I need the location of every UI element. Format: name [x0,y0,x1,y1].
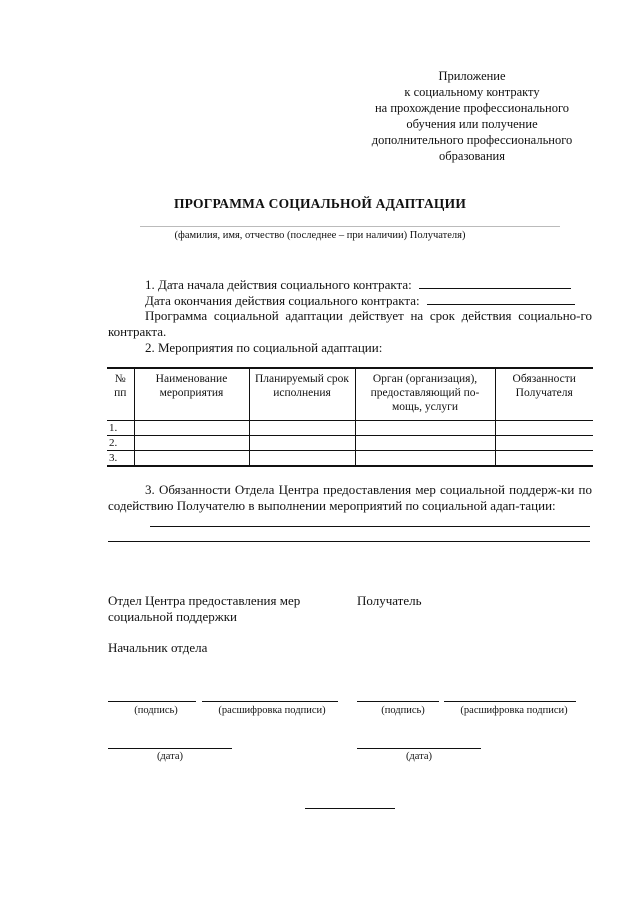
contract-end-blank [427,292,575,305]
right-decode-line [444,701,576,702]
header-recipient-duties: Обязанности Получателя [495,368,593,421]
appendix-line: обучения или получение [406,117,538,131]
header-organization: Орган (организация), предоставляющий по-мощь, услуги [355,368,495,421]
row-number: 3. [107,451,134,467]
activities-table [107,367,593,467]
program-term-text: Программа социальной адаптации действует на срок действия социально-го контракта. [108,308,592,339]
table-row [107,421,593,436]
contract-start-label: 1. Дата начала действия социального контракта: [145,277,412,292]
left-decode-line [202,701,338,702]
left-signature-line [108,701,196,702]
contract-end-label: Дата окончания действия социального контракта: [145,293,420,308]
contract-start-blank [419,276,571,289]
left-org-line: Отдел Центра предоставления мер [108,593,301,608]
header-activity-name: Наименование мероприятия [134,368,249,421]
right-signature-line [357,701,439,702]
table-cell [249,436,355,451]
table-row [107,451,593,467]
left-signature-caption: (подпись) [134,705,178,716]
table-cell [134,436,249,451]
appendix-line: к социальному контракту [404,85,540,99]
section3-text: 3. Обязанности Отдела Центра предоставления мер социальной поддерж-ки по содействию Получателю в выполнении мероприятий по социальной адап-тации: [108,482,592,513]
right-date-line [357,748,481,749]
appendix-line: на прохождение профессионального [374,101,570,115]
table-cell [249,421,355,436]
appendix-line: образования [439,149,505,163]
header-planned-term: Планируемый срок исполнения [249,368,355,421]
row-number: 2. [107,436,134,451]
table-header-row [107,368,593,421]
left-org-name [108,593,300,625]
document-title: ПРОГРАММА СОЦИАЛЬНОЙ АДАПТАЦИИ [173,196,467,211]
left-date-line [108,748,232,749]
right-decode-caption: (расшифровка подписи) [460,705,568,716]
table-cell [495,451,593,467]
bottom-line [305,808,395,809]
contract-end-row [108,292,592,309]
header-number: № пп [107,368,134,421]
appendix-line: дополнительного профессионального [371,133,573,147]
left-org-line: социальной поддержки [108,609,237,624]
contract-start-row [108,276,592,293]
left-date-caption: (дата) [156,751,184,762]
table-cell [355,451,495,467]
appendix-block [352,68,592,164]
table-cell [355,421,495,436]
table-cell [355,436,495,451]
right-signature-caption: (подпись) [381,705,425,716]
left-decode-caption: (расшифровка подписи) [218,705,326,716]
table-row [107,436,593,451]
right-date-caption: (дата) [405,751,433,762]
table-cell [249,451,355,467]
recipient-party-label: Получатель [357,593,422,608]
section3-blank-line-1 [150,526,590,527]
head-of-department-label: Начальник отдела [108,640,208,655]
table-cell [134,421,249,436]
table-cell [495,436,593,451]
section3-blank-line-2 [108,541,590,542]
table-cell [495,421,593,436]
appendix-line: Приложение [438,69,506,83]
row-number: 1. [107,421,134,436]
section2-label: 2. Мероприятия по социальной адаптации: [145,340,383,355]
recipient-name-caption: (фамилия, имя, отчество (последнее – при наличии) Получателя) [174,230,466,241]
recipient-name-line [140,226,560,227]
table-cell [134,451,249,467]
